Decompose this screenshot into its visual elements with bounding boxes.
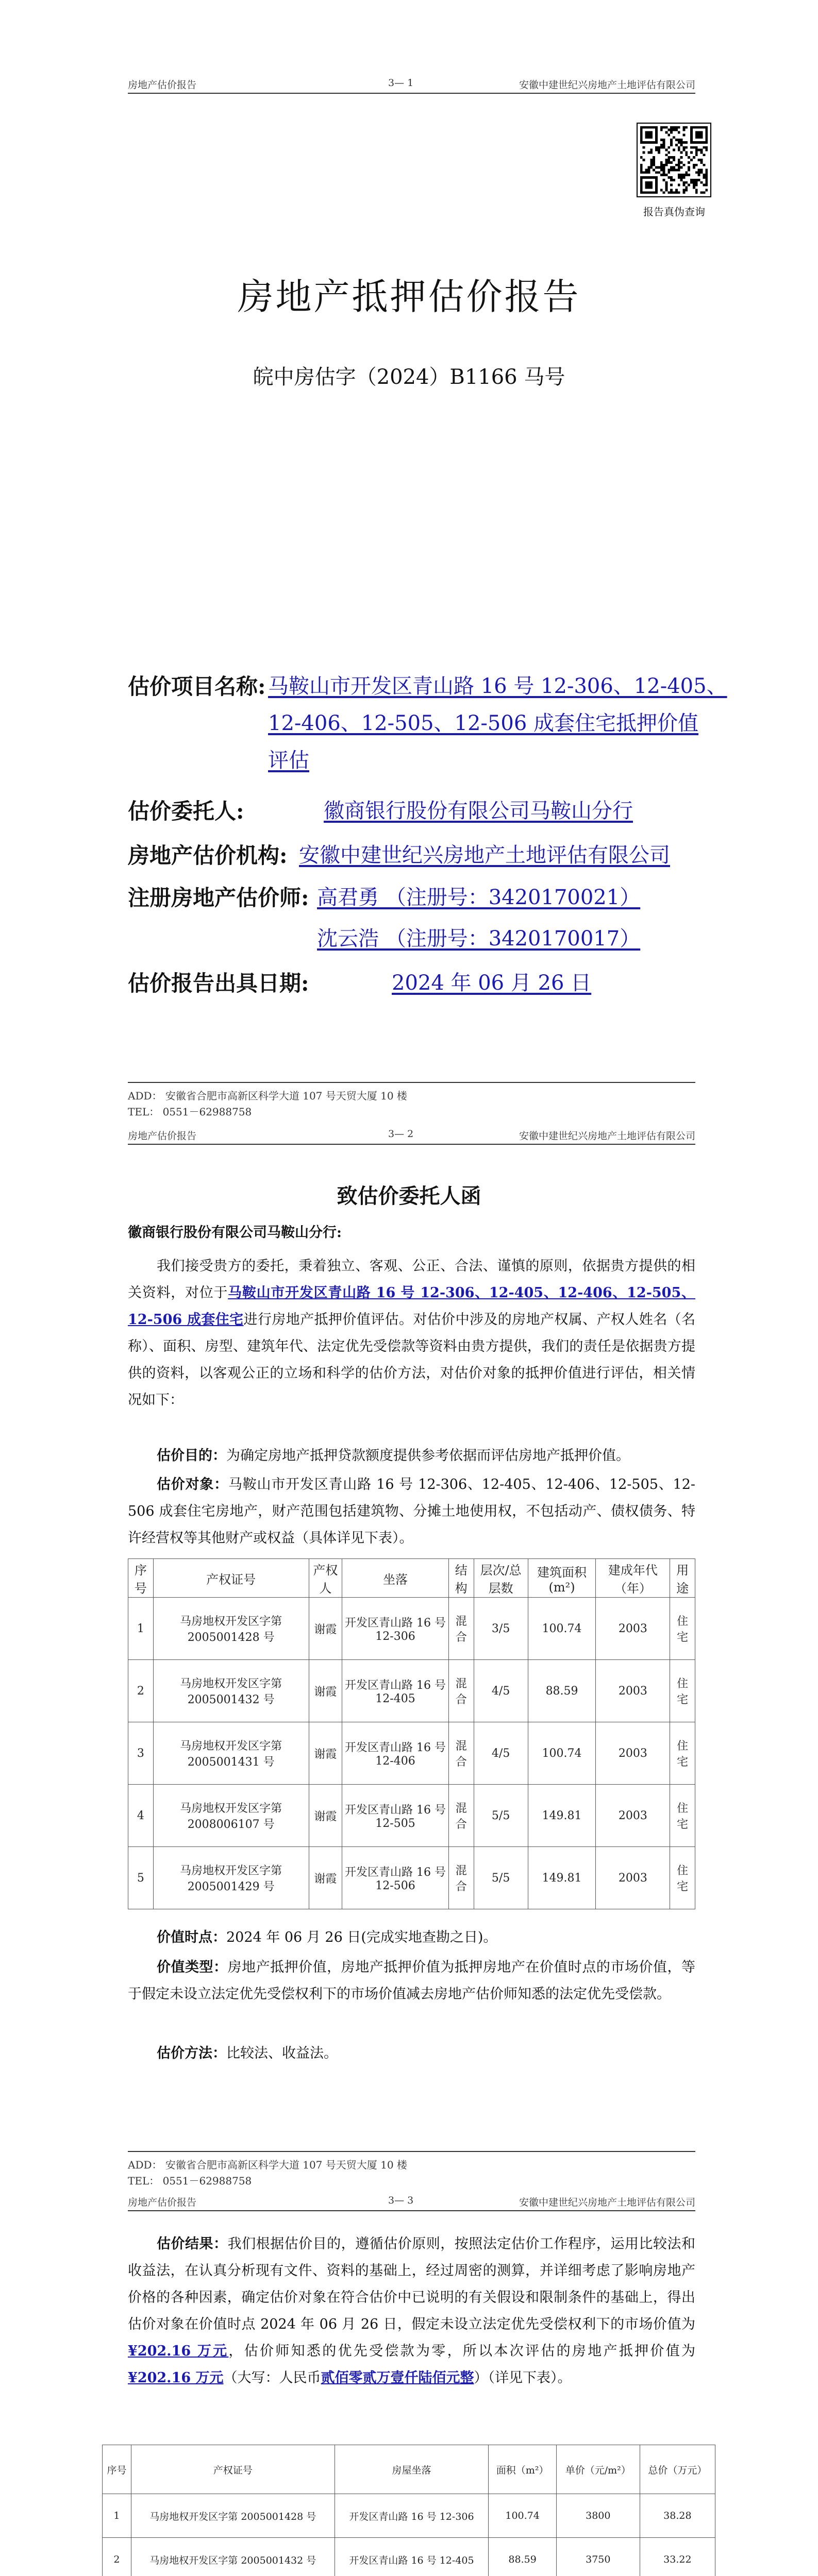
valuation-cell: 马房地权开发区字第 2005001428 号 <box>131 2494 335 2538</box>
page-header <box>128 77 695 94</box>
header-left: 房地产估价报告 <box>128 79 197 91</box>
property-header-cell: 建成年代（年） <box>596 1559 670 1598</box>
property-cell: 住宅 <box>670 1660 695 1722</box>
appraiser-1: 高君勇 （注册号：3420170021） <box>317 886 641 909</box>
method-text: 比较法、收益法。 <box>226 2045 338 2061</box>
purpose-label: 估价目的： <box>157 1448 226 1464</box>
appraiser-label: 注册房地产估价师: <box>128 885 309 910</box>
table-row <box>128 1598 695 1660</box>
property-header-cell: 层次/总层数 <box>474 1559 528 1598</box>
page-header <box>128 2195 695 2211</box>
intro-text-b: 进行房地产抵押价值评估。对估价中涉及的房地产权属、产权人姓名（名称）、面积、房型、建筑年代、法定优先受偿款等资料由贵方提供，我们的责任是依据贵方提供的资料，以客观公正的立场和科学的估价方法，对估价对象的抵押价值进行评估，相关情况如下： <box>128 1312 695 1408</box>
valuation-cell: 3750 <box>556 2538 640 2576</box>
table-row <box>128 1722 695 1785</box>
property-cell: 住宅 <box>670 1722 695 1785</box>
valuation-cell: 开发区青山路 16 号 12-306 <box>335 2494 489 2538</box>
property-header-cell: 序号 <box>128 1559 154 1598</box>
property-header-cell: 用途 <box>670 1559 695 1598</box>
purpose-paragraph <box>128 1443 695 1469</box>
appraiser-2: 沈云浩 （注册号：3420170017） <box>317 927 641 951</box>
value-type-paragraph <box>128 1954 695 2008</box>
property-header-cell: 产权证号 <box>153 1559 309 1598</box>
property-cell: 3/5 <box>474 1598 528 1660</box>
letter-addressee: 徽商银行股份有限公司马鞍山分行: <box>128 1225 342 1241</box>
header-left: 房地产估价报告 <box>128 1130 197 1142</box>
property-cell: 混合 <box>448 1660 474 1722</box>
valuation-cell: 100.74 <box>489 2494 557 2538</box>
issue-date-label: 估价报告出具日期: <box>128 971 309 996</box>
property-cell: 149.81 <box>528 1785 596 1847</box>
property-cell: 混合 <box>448 1847 474 1909</box>
header-page-no: 3— 3 <box>388 2195 414 2206</box>
property-cell: 5/5 <box>474 1847 528 1909</box>
valuation-header-cell: 面积（m²） <box>489 2445 557 2494</box>
property-cell: 100.74 <box>528 1598 596 1660</box>
property-cell: 开发区青山路 16 号 12-405 <box>342 1660 449 1722</box>
object-paragraph <box>128 1471 695 1552</box>
value-date-text: 2024 年 06 月 26 日(完成实地查勘之日)。 <box>226 1929 497 1945</box>
method-paragraph <box>128 2040 695 2067</box>
property-cell: 5/5 <box>474 1785 528 1847</box>
letter-page-1 <box>0 1123 818 2195</box>
property-table <box>128 1558 695 1909</box>
property-cell: 马房地权开发区字第 2005001428 号 <box>153 1598 309 1660</box>
header-right: 安徽中建世纪兴房地产土地评估有限公司 <box>519 2197 695 2208</box>
method-label: 估价方法： <box>157 2045 226 2061</box>
property-cell: 1 <box>128 1598 154 1660</box>
issue-date-value: 2024 年 06 月 26 日 <box>392 971 592 995</box>
table-row <box>103 2538 715 2576</box>
property-cell: 开发区青山路 16 号 12-506 <box>342 1847 449 1909</box>
page-header <box>128 1128 695 1145</box>
property-cell: 谢霞 <box>309 1598 342 1660</box>
property-header-cell: 结构 <box>448 1559 474 1598</box>
property-cell: 住宅 <box>670 1785 695 1847</box>
qr-caption: 报告真伪查询 <box>643 206 705 218</box>
valuation-cell: 马房地权开发区字第 2005001432 号 <box>131 2538 335 2576</box>
property-cell: 4/5 <box>474 1660 528 1722</box>
property-cell: 谢霞 <box>309 1660 342 1722</box>
footer-address: ADD： 安徽省合肥市高新区科学大道 107 号天贸大厦 10 楼 <box>128 2159 407 2171</box>
property-cell: 2 <box>128 1660 154 1722</box>
result-amount-words: 贰佰零贰万壹仟陆佰元整 <box>321 2370 474 2386</box>
table-row <box>128 1785 695 1847</box>
property-cell: 4/5 <box>474 1722 528 1785</box>
result-mortgage-value: ¥202.16 万元 <box>128 2370 224 2386</box>
property-cell: 3 <box>128 1722 154 1785</box>
footer-tel: TEL： 0551－62988758 <box>128 2175 252 2187</box>
value-type-label: 价值类型： <box>157 1959 228 1975</box>
object-label: 估价对象： <box>157 1477 228 1493</box>
valuation-cell: 88.59 <box>489 2538 557 2576</box>
page-footer <box>128 2151 695 2189</box>
qr-code[interactable] <box>637 123 711 197</box>
page-footer <box>128 1082 695 1120</box>
header-left: 房地产估价报告 <box>128 2197 197 2208</box>
valuation-table <box>102 2445 715 2576</box>
value-date-paragraph <box>128 1924 695 1951</box>
property-cell: 马房地权开发区字第 2008006107 号 <box>153 1785 309 1847</box>
valuation-table-header <box>103 2445 715 2494</box>
result-text-c: （大写：人民币 <box>223 2370 321 2386</box>
project-value-line3: 评估 <box>268 749 309 772</box>
property-cell: 住宅 <box>670 1598 695 1660</box>
client-label: 估价委托人: <box>128 799 244 824</box>
cover-page <box>0 0 818 1123</box>
property-cell: 谢霞 <box>309 1847 342 1909</box>
table-row <box>103 2494 715 2538</box>
property-cell: 5 <box>128 1847 154 1909</box>
intro-highlight: 马鞍山市开发区青山路 16 号 12-306、12-405、12-406、12-505、12-506 成套住宅 <box>128 1285 695 1328</box>
property-cell: 混合 <box>448 1785 474 1847</box>
result-label: 估价结果： <box>157 2236 228 2252</box>
header-page-no: 3— 1 <box>388 77 414 89</box>
value-date-label: 价值时点： <box>157 1929 226 1945</box>
valuation-cell: 1 <box>103 2494 131 2538</box>
intro-text-a: 我们接受贵方的委托，秉着独立、客观、公正、合法、谨慎的原则，依据贵方提供的相关资料，对位于 <box>128 1258 695 1301</box>
valuation-header-cell: 总价（万元） <box>640 2445 715 2494</box>
footer-tel: TEL： 0551－62988758 <box>128 1106 252 1118</box>
footer-address: ADD： 安徽省合肥市高新区科学大道 107 号天贸大厦 10 楼 <box>128 1090 407 1102</box>
value-type-text: 房地产抵押价值，房地产抵押价值为抵押房地产在价值时点的市场价值，等于假定未设立法定优先受偿权利下的市场价值减去房地产估价师知悉的法定优先受偿款。 <box>128 1959 696 2002</box>
property-cell: 100.74 <box>528 1722 596 1785</box>
property-cell: 马房地权开发区字第 2005001432 号 <box>153 1660 309 1722</box>
valuation-header-cell: 产权证号 <box>131 2445 335 2494</box>
valuation-cell: 33.22 <box>640 2538 715 2576</box>
header-page-no: 3— 2 <box>388 1128 414 1140</box>
property-header-cell: 建筑面积(m²) <box>528 1559 596 1598</box>
property-cell: 谢霞 <box>309 1785 342 1847</box>
result-text-a: 我们根据估价目的，遵循估价原则，按照法定估价工作程序，运用比较法和收益法，在认真分析现有文件、资料的基础上，经过周密的测算，并详细考虑了影响房地产价格的各种因素，确定估价对象在符合估价中已说明的有关假设和限制条件的基础上，得出估价对象在价值时点 2024 年 06 月 26 日，假定未设立法定优先受偿权利下的市场价值为 <box>128 2236 696 2332</box>
agency-value: 安徽中建世纪兴房地产土地评估有限公司 <box>299 843 670 867</box>
property-cell: 开发区青山路 16 号 12-406 <box>342 1722 449 1785</box>
letter-page-2 <box>0 2195 818 2576</box>
property-cell: 马房地权开发区字第 2005001431 号 <box>153 1722 309 1785</box>
property-cell: 住宅 <box>670 1847 695 1909</box>
table-row <box>128 1660 695 1722</box>
valuation-header-cell: 房屋坐落 <box>335 2445 489 2494</box>
header-right: 安徽中建世纪兴房地产土地评估有限公司 <box>519 79 695 91</box>
result-market-value: ¥202.16 万元 <box>128 2343 229 2359</box>
property-cell: 混合 <box>448 1598 474 1660</box>
result-text-b: ，估价师知悉的优先受偿款为零，所以本次评估的房地产抵押价值为 <box>228 2343 696 2359</box>
property-cell: 开发区青山路 16 号 12-306 <box>342 1598 449 1660</box>
table-row <box>128 1847 695 1909</box>
property-header-cell: 坐落 <box>342 1559 449 1598</box>
project-value-line2: 12-406、12-505、12-506 成套住宅抵押价值 <box>268 711 698 735</box>
result-paragraph <box>128 2231 695 2392</box>
property-cell: 88.59 <box>528 1660 596 1722</box>
letter-title: 致估价委托人函 <box>337 1184 481 1208</box>
agency-label: 房地产估价机构: <box>128 843 288 868</box>
property-cell: 混合 <box>448 1722 474 1785</box>
valuation-cell: 38.28 <box>640 2494 715 2538</box>
property-cell: 2003 <box>596 1785 670 1847</box>
project-value-line1: 马鞍山市开发区青山路 16 号 12-306、12-405、 <box>268 674 727 698</box>
property-cell: 马房地权开发区字第 2005001429 号 <box>153 1847 309 1909</box>
property-cell: 4 <box>128 1785 154 1847</box>
property-header-cell: 产权人 <box>309 1559 342 1598</box>
header-right: 安徽中建世纪兴房地产土地评估有限公司 <box>519 1130 695 1142</box>
result-text-d: ）（详见下表）。 <box>474 2370 572 2386</box>
object-text: 马鞍山市开发区青山路 16 号 12-306、12-405、12-406、12-505、12-506 成套住宅房地产，财产范围包括建筑物、分摊土地使用权，不包括动产、债权债务、特许经营权等其他财产或权益（具体详见下表）。 <box>128 1477 696 1546</box>
valuation-cell: 开发区青山路 16 号 12-405 <box>335 2538 489 2576</box>
property-cell: 2003 <box>596 1598 670 1660</box>
valuation-cell: 3800 <box>556 2494 640 2538</box>
property-cell: 谢霞 <box>309 1722 342 1785</box>
property-cell: 开发区青山路 16 号 12-505 <box>342 1785 449 1847</box>
letter-intro <box>128 1253 695 1414</box>
valuation-header-cell: 单价（元/m²） <box>556 2445 640 2494</box>
report-number: 皖中房估字（2024）B1166 马号 <box>253 365 565 389</box>
property-cell: 2003 <box>596 1660 670 1722</box>
valuation-header-cell: 序号 <box>103 2445 131 2494</box>
project-label: 估价项目名称: <box>128 674 266 699</box>
property-table-header <box>128 1559 695 1598</box>
report-title: 房地产抵押估价报告 <box>237 276 581 318</box>
property-cell: 2003 <box>596 1722 670 1785</box>
valuation-cell: 2 <box>103 2538 131 2576</box>
purpose-text: 为确定房地产抵押贷款额度提供参考依据而评估房地产抵押价值。 <box>226 1448 630 1464</box>
property-cell: 149.81 <box>528 1847 596 1909</box>
client-value: 徽商银行股份有限公司马鞍山分行 <box>324 799 633 823</box>
property-cell: 2003 <box>596 1847 670 1909</box>
